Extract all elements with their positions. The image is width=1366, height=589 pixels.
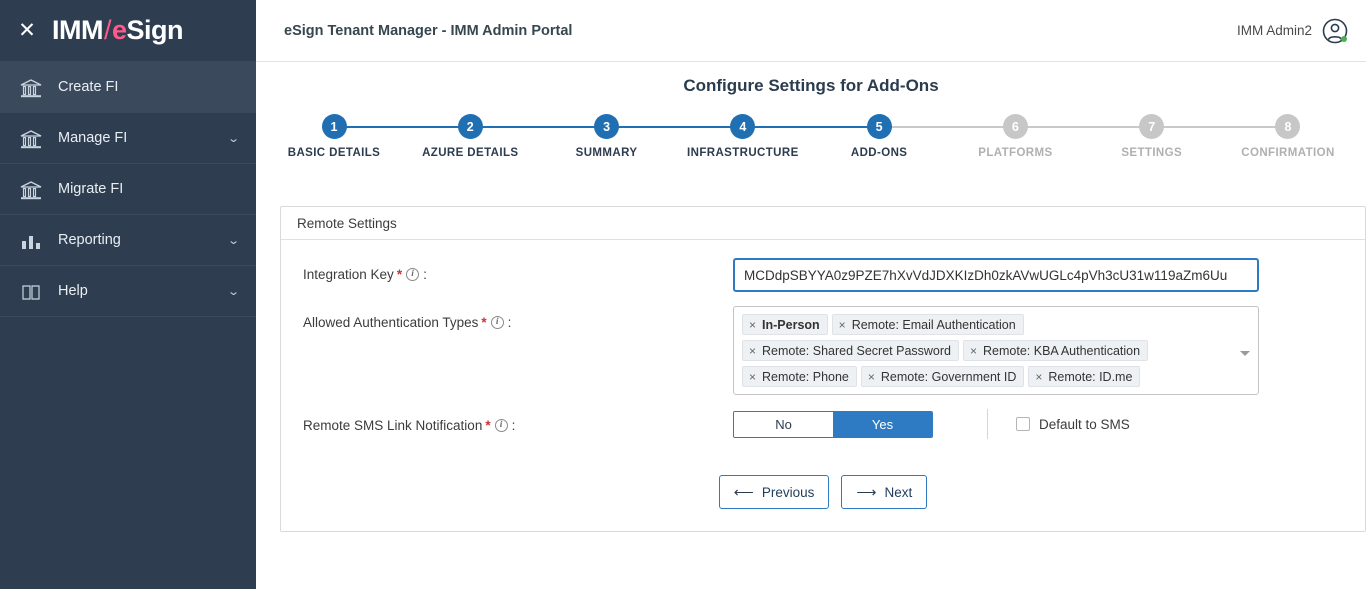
page-title: Configure Settings for Add-Ons [683,76,939,95]
step-label: SUMMARY [575,147,638,159]
info-icon[interactable]: i [406,268,419,281]
auth-type-tag[interactable] [832,314,1024,335]
imm-esign-logo [52,15,183,46]
next-button[interactable] [841,475,927,509]
info-icon[interactable]: i [491,316,504,329]
stepper-steps [266,114,1356,159]
step-number: 6 [1003,114,1028,139]
chevron-down-icon[interactable] [1240,351,1250,356]
auth-types-label-text: Allowed Authentication Types [303,315,479,330]
step-number: 3 [594,114,619,139]
toggle-option-yes[interactable]: Yes [833,412,932,437]
sidebar-item-label: Reporting [58,232,121,248]
logo-slash: / [103,15,111,45]
wizard-actions [281,475,1365,509]
sms-notification-label-text: Remote SMS Link Notification [303,418,483,433]
auth-types-field [733,306,1343,395]
arrow-right-icon: ⟶ [856,483,877,500]
sidebar-item-label: Migrate FI [58,181,124,197]
chevron-down-icon[interactable]: ⌄ [226,234,240,247]
step-label: CONFIRMATION [1241,147,1335,159]
auth-type-tag[interactable] [742,340,959,361]
step-label: INFRASTRUCTURE [687,147,799,159]
sms-notification-row [281,409,1365,439]
step-confirmation[interactable] [1220,114,1356,159]
tag-label: Remote: ID.me [1048,369,1133,384]
label-colon: : [423,267,427,282]
integration-key-row [281,258,1365,292]
sidebar-item-label: Create FI [58,79,119,95]
auth-type-tag[interactable] [1028,366,1140,387]
required-asterisk: * [481,315,487,330]
step-platforms[interactable] [947,114,1083,159]
remove-tag-icon[interactable]: × [970,343,978,358]
sms-notification-label [303,409,733,433]
sms-notification-field [733,409,1343,439]
integration-key-field [733,258,1343,292]
tag-label: Remote: Phone [762,369,849,384]
sidebar-item-migrate-fi[interactable] [0,164,256,215]
remove-tag-icon[interactable]: × [749,343,757,358]
auth-types-multiselect[interactable] [733,306,1259,395]
default-to-sms-checkbox[interactable] [1016,417,1030,431]
sidebar-item-reporting[interactable] [0,215,256,266]
tag-label: Remote: KBA Authentication [983,343,1141,358]
step-label: SETTINGS [1121,147,1183,159]
sidebar-item-manage-fi[interactable] [0,113,256,164]
user-name: IMM Admin2 [1236,23,1312,38]
logo-e-text: e [112,15,127,45]
previous-button-label: Previous [761,484,815,500]
step-label: AZURE DETAILS [422,147,519,159]
step-number: 8 [1275,114,1300,139]
tag-label: In-Person [762,317,820,332]
auth-type-tag[interactable] [861,366,1024,387]
remove-tag-icon[interactable]: × [838,317,846,332]
next-button-label: Next [884,484,913,500]
remove-tag-icon[interactable]: × [749,317,757,332]
step-summary[interactable] [539,114,675,159]
bar-chart-icon [18,229,44,251]
sidebar-item-label: Help [58,283,88,299]
step-basic-details[interactable] [266,114,402,159]
default-to-sms-row [1016,417,1130,432]
step-label: PLATFORMS [978,147,1053,159]
book-icon [18,280,44,302]
user-avatar-icon[interactable] [1322,18,1348,44]
integration-key-input[interactable] [733,258,1259,292]
remove-tag-icon[interactable]: × [1035,369,1043,384]
toggle-option-no[interactable]: No [734,412,833,437]
bank-icon [18,76,44,98]
sidebar-item-help[interactable] [0,266,256,317]
remote-settings-card [280,206,1366,532]
step-add-ons[interactable] [811,114,947,159]
sidebar-header [0,0,256,62]
sidebar [0,0,256,589]
arrow-left-icon: ⟵ [733,483,754,500]
step-number: 2 [458,114,483,139]
required-asterisk: * [396,267,403,282]
required-asterisk: * [485,418,491,433]
info-icon[interactable]: i [495,419,508,432]
previous-button[interactable] [719,475,830,509]
tag-label: Remote: Shared Secret Password [762,343,951,358]
integration-key-label-text: Integration Key [303,267,394,282]
step-infrastructure[interactable] [675,114,811,159]
auth-type-tag[interactable] [742,366,857,387]
step-settings[interactable] [1084,114,1220,159]
logo-imm-text: IMM [52,15,103,45]
remove-tag-icon[interactable]: × [749,369,757,384]
chevron-down-icon[interactable]: ⌄ [226,285,240,298]
step-number: 1 [322,114,347,139]
topbar-title: eSign Tenant Manager - IMM Admin Portal [284,22,573,39]
tag-label: Remote: Email Authentication [851,317,1016,332]
remove-tag-icon[interactable]: × [867,369,875,384]
bank-icon [18,127,44,149]
label-colon: : [507,315,512,330]
card-body [281,240,1365,531]
main-content [256,0,1366,589]
step-azure-details[interactable] [402,114,538,159]
wizard-stepper [266,114,1356,170]
logo-sign-text: Sign [126,15,184,45]
sms-notification-toggle[interactable] [733,411,933,438]
topbar-right [1237,18,1348,44]
topbar [256,0,1366,62]
step-label: ADD-ONS [850,147,908,159]
step-label: BASIC DETAILS [287,147,381,159]
integration-key-label [303,258,733,282]
bank-icon [18,178,44,200]
label-colon: : [511,418,516,433]
step-number: 5 [867,114,892,139]
step-number: 7 [1139,114,1164,139]
vertical-divider [987,409,988,439]
auth-type-tag[interactable] [963,340,1148,361]
auth-types-row [281,306,1365,395]
default-to-sms-label: Default to SMS [1039,416,1130,432]
auth-types-label [303,306,733,330]
tag-label: Remote: Government ID [880,369,1017,384]
step-number: 4 [730,114,755,139]
card-header: Remote Settings [281,207,1365,240]
auth-type-tag[interactable] [742,314,828,335]
sidebar-item-create-fi[interactable] [0,62,256,113]
chevron-down-icon[interactable]: ⌄ [226,132,240,145]
sidebar-item-label: Manage FI [58,130,128,146]
close-icon[interactable]: ✕ [18,19,36,42]
